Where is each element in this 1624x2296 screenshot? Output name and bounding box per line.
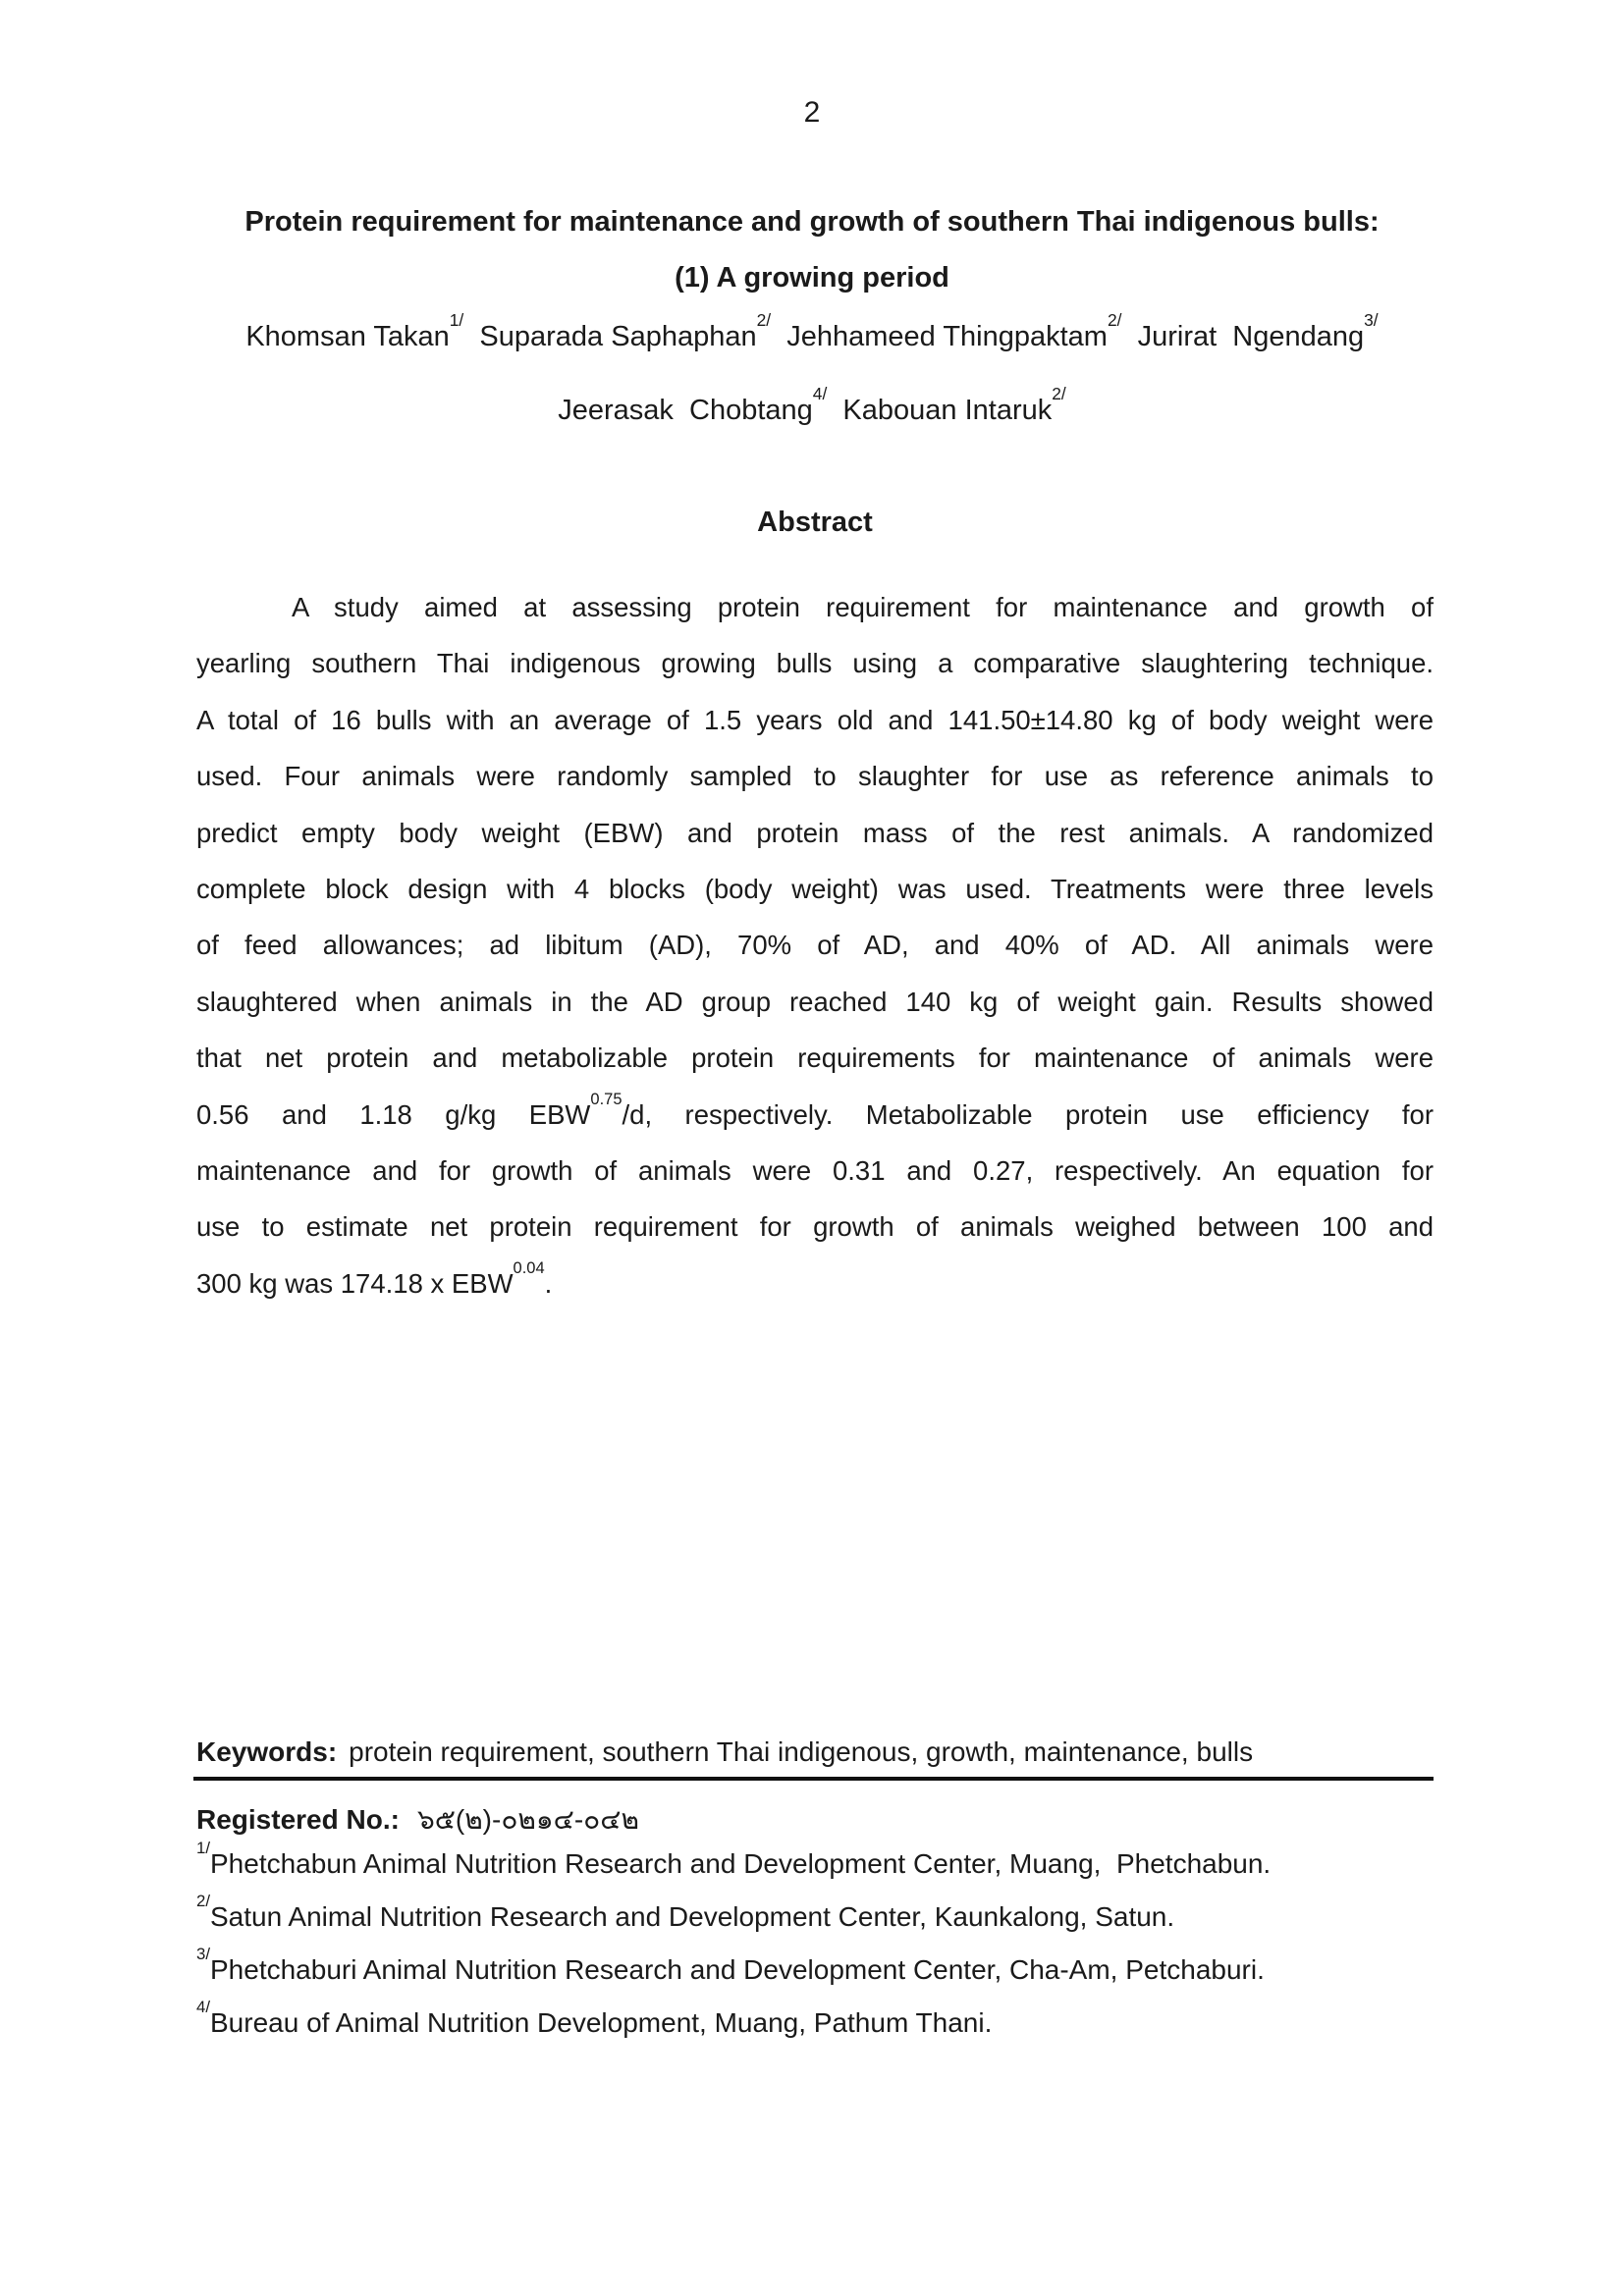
registered-no-line <box>196 1798 1434 1842</box>
registered-no-label: Registered No.: <box>196 1804 400 1835</box>
footnote-line: $^{1/}$Phetchabun Animal Nutrition Research and Development Center, Muang, Phetchabun. <box>196 1839 1272 1879</box>
abstract-paragraph <box>196 579 1434 1311</box>
paper-title-line2: (1) A growing period <box>675 262 949 294</box>
divider-rule <box>193 1777 1434 1781</box>
footnote-line: $^{3/}$Phetchaburi Animal Nutrition Research and Development Center, Cha-Am, Petchaburi. <box>196 1945 1265 1985</box>
authors-line2: Jeerasak Chobtang$^{4/}$ Kabouan Intaruk$^{2/}$ <box>558 383 1066 426</box>
footnote-line: $^{2/}$Satun Animal Nutrition Research and Development Center, Kaunkalong, Satun. <box>196 1892 1175 1932</box>
abstract-line: slaughtered when animals in the AD group reached 140 kg of weight gain. Results showed <box>196 986 1434 1017</box>
footnotes <box>196 1838 1434 2050</box>
authors-line1: Khomsan Takan$^{1/}$ Suparada Saphaphan$^{2/}$ Jehhameed Thingpaktam$^{2/}$ Jurirat Ngendang$^{3/}$ <box>245 309 1379 352</box>
abstract-line: yearling southern Thai indigenous growing bulls using a comparative slaughtering technique. <box>196 648 1434 679</box>
abstract-line: A study aimed at assessing protein requirement for maintenance and growth of <box>292 592 1434 622</box>
abstract-line: 0.56 and 1.18 g/kg $EBW^{0.75}/d$, respectively. Metabolizable protein use efficiency for <box>196 1091 1434 1130</box>
abstract-line: of feed allowances; ad libitum (AD), 70% of AD, and 40% of AD. All animals were <box>196 930 1434 961</box>
registered-no-value: ๖๕(๒)-๐๒๑๔-๐๔๒ <box>416 1804 639 1835</box>
keywords-label: Keywords: <box>196 1736 338 1767</box>
abstract-line: maintenance and for growth of animals were 0.31 and 0.27, respectively. An equation for <box>196 1154 1434 1186</box>
abstract-line: complete block design with 4 blocks (body weight) was used. Treatments were three levels <box>196 873 1434 904</box>
abstract-heading: Abstract <box>757 507 873 538</box>
page-number: 2 <box>803 96 821 129</box>
abstract-line: that net protein and metabolizable protein requirements for maintenance of animals were <box>196 1042 1434 1074</box>
abstract-line: 300 kg was 174.18 x $EBW^{0.04}$. <box>196 1259 553 1299</box>
keywords-line <box>196 1736 1434 1768</box>
abstract-line: predict empty body weight (EBW) and protein mass of the rest animals. A randomized <box>196 817 1434 848</box>
footnote-line: $^{4/}$Bureau of Animal Nutrition Development, Muang, Pathum Thani. <box>196 1998 993 2038</box>
abstract-line: used. Four animals were randomly sampled to slaughter for use as reference animals to <box>196 761 1434 792</box>
abstract-line: use to estimate net protein requirement for growth of animals weighed between 100 and <box>196 1211 1434 1243</box>
abstract-line: A total of 16 bulls with an average of 1.5 years old and 141.50±14.80 kg of body weight were <box>196 704 1434 735</box>
paper-title-line1: Protein requirement for maintenance and growth of southern Thai indigenous bulls: <box>244 206 1380 238</box>
keywords-text: protein requirement, southern Thai indigenous, growth, maintenance, bulls <box>349 1736 1254 1767</box>
